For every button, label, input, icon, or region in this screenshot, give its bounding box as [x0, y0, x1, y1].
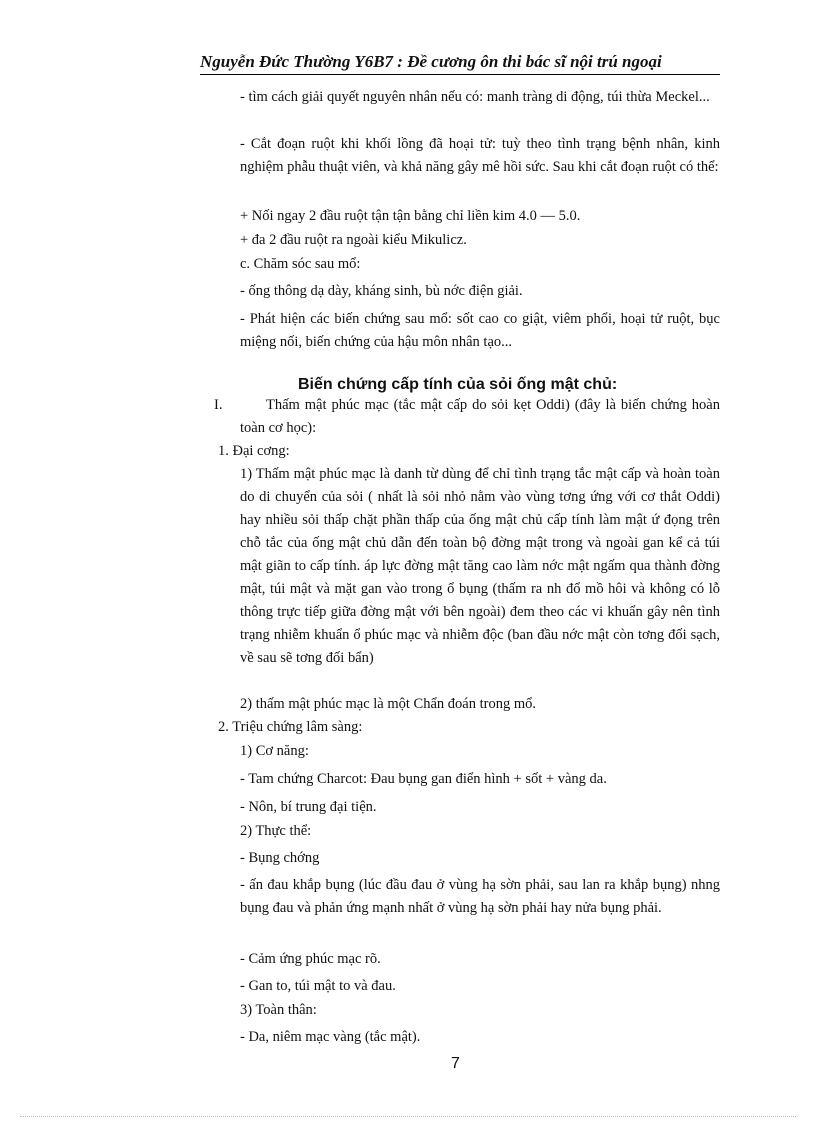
paragraph: - Cắt đoạn ruột khi khối lồng đã hoại tử: tuỳ theo tình trạng bệnh nhân, kinh nghiệm phẫu thuật viên, và khả năng gây mê hồi sức. Sau khi cắt đoạn ruột có thể: — [240, 136, 720, 175]
list-item: - Nôn, bí trung đại tiện. — [240, 799, 377, 815]
subsection-heading: c. Chăm sóc sau mổ: — [240, 256, 361, 272]
paragraph: 1) Thấm mật phúc mạc là danh từ dùng để chỉ tình trạng tắc mật cấp và hoàn toàn do di chuyển của sỏi ( nhất là sỏi nhỏ nằm vào vùng tơng ứng với cơ thắt Oddi) hay nhiều sỏi thấp chặt phần thấp của ống mật chủ cấp tính làm mật ứ đọng trên chỗ tắc của ống mật chủ dẫn đến toàn bộ đờng mật trong và ngoài gan kể cả túi mật giãn to cấp tính. áp lực đờng mật tăng cao làm nớc mật ngấm qua thành đờng mật, túi mật và mặt gan vào trong ổ bụng (thấm ra nh đổ mồ hôi và không có lỗ thông trực tiếp giữa đờng mật với bên ngoài) đem theo các vi khuẩn gây nên tình trạng nhiễm khuẩn ổ phúc mạc và nhiễm độc (ban đầu nớc mật còn tơng đối sạch, về sau sẽ tơng đối bẩn) — [240, 466, 720, 666]
list-item: 1) Cơ năng: — [240, 743, 309, 759]
paragraph: - Phát hiện các biến chứng sau mổ: sốt cao co giật, viêm phổi, hoại tử ruột, bục miệng nối, biến chứng của hậu môn nhân tạo... — [240, 311, 720, 350]
subsection-heading: 2. Triệu chứng lâm sàng: — [218, 719, 363, 735]
paragraph — [240, 394, 720, 440]
list-item: - Gan to, túi mật to và đau. — [240, 978, 396, 994]
paragraph-text: Thấm mật phúc mạc (tắc mật cấp do sỏi kẹt Oddi) (đây là biến chứng hoàn toàn cơ học): — [240, 397, 720, 436]
list-item: - Bụng chớng — [240, 850, 320, 866]
page-number: 7 — [451, 1055, 460, 1072]
list-item: - Cảm ứng phúc mạc rõ. — [240, 951, 381, 967]
roman-numeral: I. — [214, 397, 223, 413]
list-item: + đa 2 đầu ruột ra ngoài kiểu Mikulicz. — [240, 232, 467, 248]
list-item: 3) Toàn thân: — [240, 1002, 317, 1018]
section-title: Biến chứng cấp tính của sỏi ống mật chủ: — [298, 376, 618, 393]
list-item: - ống thông dạ dày, kháng sinh, bù nớc điện giải. — [240, 283, 523, 299]
list-item: 2) thấm mật phúc mạc là một Chẩn đoán trong mổ. — [240, 696, 536, 712]
list-item: 2) Thực thể: — [240, 823, 312, 839]
list-item: - Da, niêm mạc vàng (tắc mật). — [240, 1029, 421, 1045]
footer-divider — [20, 1116, 796, 1117]
list-item: - Tam chứng Charcot: Đau bụng gan điển hình + sốt + vàng da. — [240, 771, 607, 787]
paragraph: - ấn đau khắp bụng (lúc đầu đau ở vùng hạ sờn phải, sau lan ra khắp bụng) nhng bụng đau và phản ứng mạnh nhất ở vùng hạ sờn phải hay nửa bụng phải. — [240, 877, 720, 916]
list-item: + Nối ngay 2 đầu ruột tận tận bằng chỉ liền kim 4.0 — 5.0. — [240, 208, 581, 224]
paragraph: - tìm cách giải quyết nguyên nhân nếu có: manh tràng di động, túi thừa Meckel... — [240, 89, 710, 105]
page-header: Nguyễn Đức Thường Y6B7 : Đề cương ôn thi bác sĩ nội trú ngoại — [200, 52, 720, 75]
subsection-heading: 1. Đại cơng: — [218, 443, 290, 459]
